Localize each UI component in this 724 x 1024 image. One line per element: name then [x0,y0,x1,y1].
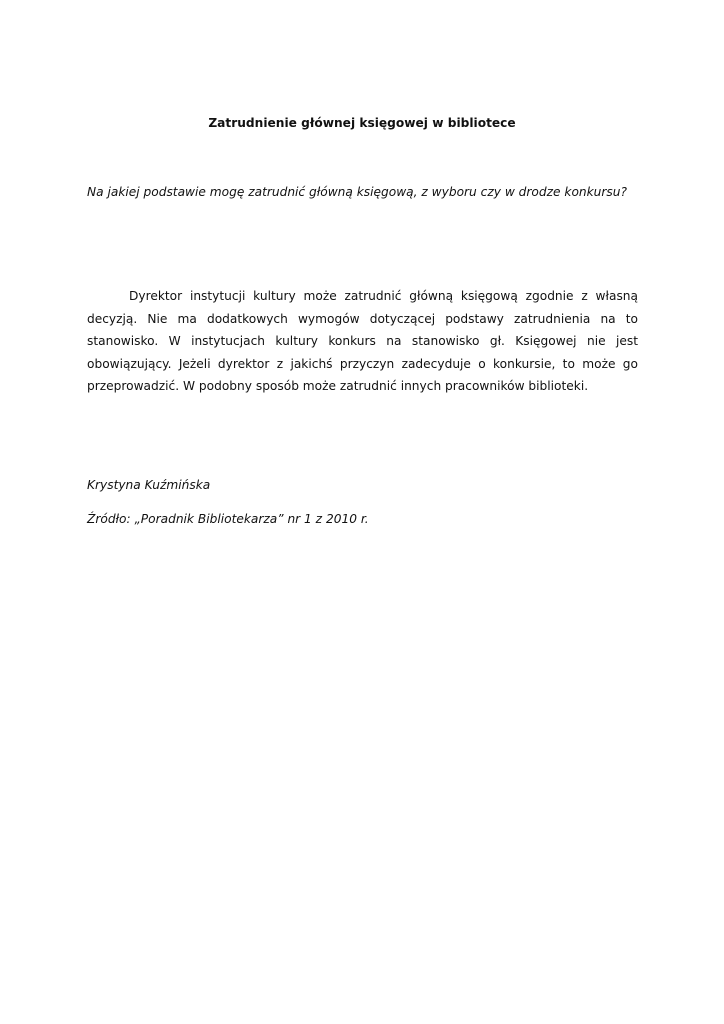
answer-paragraph: Dyrektor instytucji kultury może zatrudnić główną księgową zgodnie z własną decyzją. Nie ma dodatkowych wymogów dotyczącej podstawy zatrudnienia na to stanowisko. W instytucjach kultury konkurs na stanowisko gł. Księgowej nie jest obowiązujący. Jeżeli dyrektor z jakichś przyczyn zadecyduje o konkursie, to może go przeprowadzić. W podobny sposób może zatrudnić innych pracowników biblioteki. [87,289,638,393]
author-name: Krystyna Kuźmińska [87,478,211,492]
question-text: Na jakiej podstawie mogę zatrudnić główną księgową, z wyboru czy w drodze konkursu? [87,185,627,199]
document-title: Zatrudnienie głównej księgowej w bibliotece [208,116,516,130]
source-citation: Źródło: „Poradnik Bibliotekarza” nr 1 z 2010 r. [87,512,369,526]
